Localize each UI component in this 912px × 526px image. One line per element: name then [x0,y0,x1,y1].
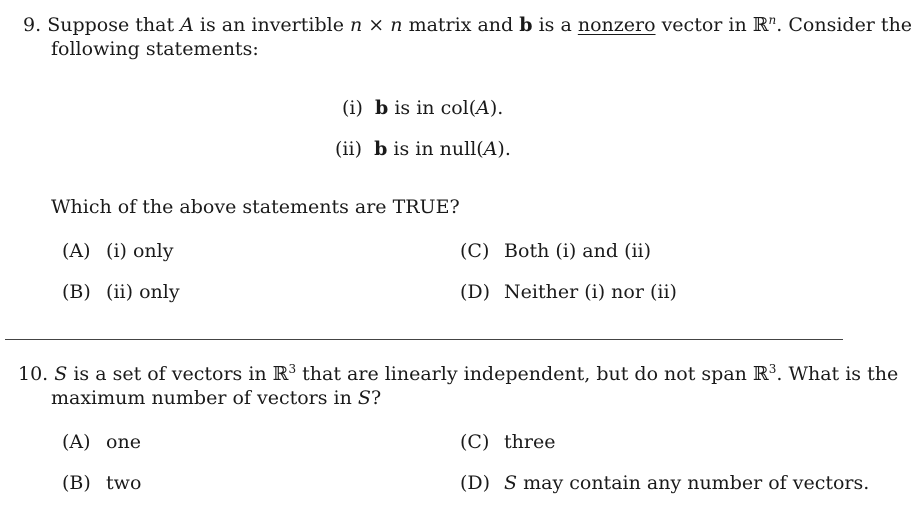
q10-stem-text: that are linearly independent, but do not span ℝ [302,363,769,385]
q10-option-d[interactable] [460,471,869,495]
q10-exponent: 3 [768,362,777,376]
q9-dim: n [390,14,403,36]
statement-text: ). [497,138,511,160]
q9-vector-var: b [519,14,533,36]
q9-stem-text: . Consider the [776,14,912,36]
option-text: (ii) only [106,281,180,303]
option-text: Both (i) and (ii) [504,240,652,262]
q9-statement-2 [335,137,511,161]
q9-stem-text: vector in ℝ [661,14,769,36]
q10-option-c[interactable] [460,430,556,454]
option-text: two [106,472,142,494]
q10-set-var: S [357,387,371,409]
option-label: (A) [62,240,91,262]
option-text: Neither (i) nor (ii) [504,281,677,303]
q10-option-a[interactable] [62,430,141,454]
option-label: (D) [460,472,491,494]
statement-text: is in col( [394,97,477,119]
option-label: (B) [62,472,91,494]
q9-dim: n [350,14,363,36]
q10-stem-line2 [51,386,381,410]
q9-option-b[interactable] [62,280,180,304]
option-var: S [504,472,518,494]
q9-stem-text: Suppose that [47,14,175,36]
q9-option-d[interactable] [460,280,677,304]
statement-label: (i) [342,97,363,119]
q10-stem-line1 [18,362,898,386]
q9-nonzero-underlined: nonzero [577,14,656,36]
q10-set-var: S [54,363,68,385]
option-text: (i) only [106,240,174,262]
statement-vector: b [375,97,389,119]
q9-option-c[interactable] [460,239,651,263]
statement-var: A [476,97,490,119]
option-text: three [504,431,556,453]
q9-number: 9. [23,14,42,36]
statement-label: (ii) [335,138,362,160]
q9-prompt: Which of the above statements are TRUE? [51,196,460,218]
option-label: (B) [62,281,91,303]
q10-number: 10. [18,363,49,385]
section-divider [5,339,843,340]
q9-stem-line2: following statements: [51,38,259,60]
statement-vector: b [374,138,388,160]
statement-text: ). [489,97,504,119]
option-label: (D) [460,281,491,303]
q9-stem-text: is a [538,14,572,36]
q10-stem-text: . What is the [776,363,899,385]
q9-statement-1 [342,96,503,120]
option-text: one [106,431,141,453]
q9-stem-text: is an invertible [199,14,344,36]
option-text: may contain any number of vectors. [523,472,870,494]
q9-stem-text: matrix and [408,14,514,36]
q9-option-a[interactable] [62,239,173,263]
q9-matrix-var: A [180,14,194,36]
q10-stem-text: maximum number of vectors in [51,387,352,409]
option-label: (C) [460,431,490,453]
option-label: (A) [62,431,91,453]
q10-stem-text: ? [370,387,382,409]
option-label: (C) [460,240,490,262]
statement-text: is in null( [393,138,484,160]
q10-stem-text: is a set of vectors in ℝ [73,363,289,385]
q10-option-b[interactable] [62,471,141,495]
statement-var: A [483,138,498,160]
q10-exponent: 3 [288,362,297,376]
q9-times: × [368,14,385,36]
q9-stem-line1 [23,13,912,37]
q9-space-exponent: n [768,13,777,27]
